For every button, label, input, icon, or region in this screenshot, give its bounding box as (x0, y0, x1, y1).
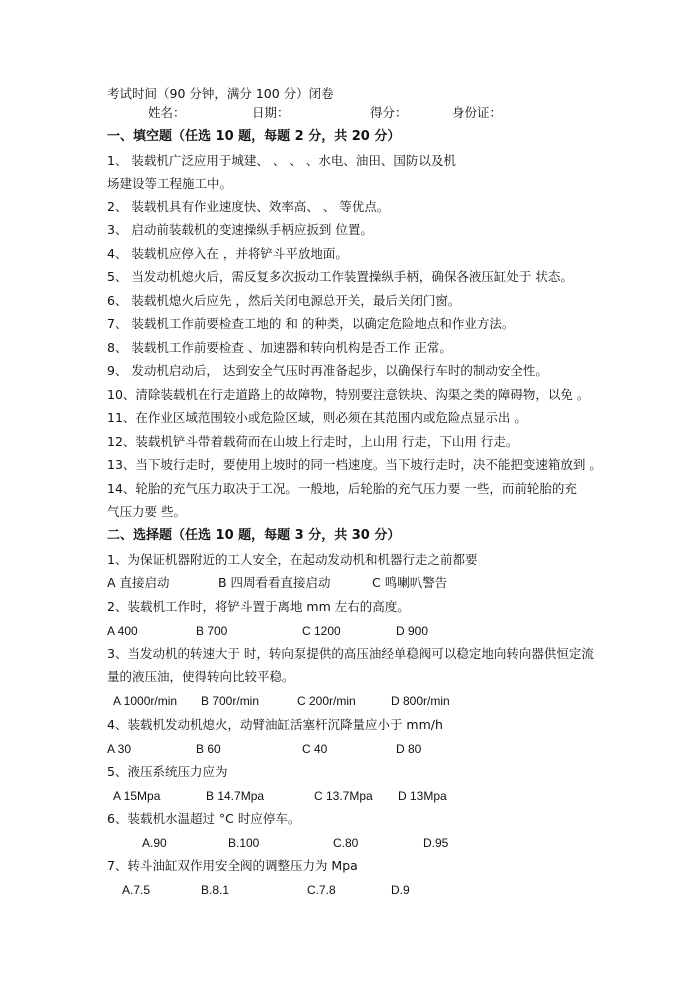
option-d: D.9 (391, 883, 410, 897)
question-text: 量的液压油，使得转向比较平稳。 (107, 669, 295, 684)
option-b: B 60 (196, 742, 221, 756)
fill-line: 13、当下坡行走时，要使用上坡时的同一档速度。当下坡行走时，决不能把变速箱放到 。 (107, 457, 602, 472)
option-b: B 700r/min (201, 694, 260, 708)
option-a: A 直接启动 (107, 575, 170, 590)
field-score: 得分： (370, 105, 408, 120)
fill-line: 10、清除装载机在行走道路上的故障物，特别要注意铁块、沟渠之类的障碍物，以免 。 (107, 387, 590, 402)
fill-line: 3、 启动前装载机的变速操纵手柄应扳到 位置。 (107, 222, 373, 237)
option-a: A.7.5 (122, 883, 151, 897)
fill-line: 12、装载机铲斗带着载荷而在山坡上行走时，上山用 行走，下山用 行走。 (107, 434, 519, 449)
option-a: A 15Mpa (113, 789, 161, 803)
fill-line: 9、 发动机启动后， 达到安全气压时再准备起步，以确保行车时的制动安全性。 (107, 363, 548, 378)
fill-line: 4、 装载机应停入在 ，并将铲斗平放地面。 (107, 246, 348, 261)
option-d: D 800r/min (391, 694, 450, 708)
option-c: C 13.7Mpa (314, 789, 373, 803)
question-text: 1、为保证机器附近的工人安全，在起动发动机和机器行走之前都要 (107, 552, 478, 567)
question-text: 7、转斗油缸双作用安全阀的调整压力为 Mpa (107, 858, 358, 873)
option-c: C.80 (333, 836, 359, 850)
fill-line: 2、 装载机具有作业速度快、效率高、 、 等优点。 (107, 199, 390, 214)
option-c: C.7.8 (307, 883, 336, 897)
option-c: C 200r/min (297, 694, 356, 708)
option-a: A.90 (142, 836, 167, 850)
question-text: 2、装载机工作时，将铲斗置于离地 mm 左右的高度。 (107, 599, 410, 614)
option-d: D 900 (396, 624, 429, 638)
fill-line: 5、 当发动机熄火后，需反复多次扳动工作装置操纵手柄，确保各液压缸处于 状态。 (107, 269, 573, 284)
question-text: 4、装载机发动机熄火，动臂油缸活塞杆沉降量应小于 mm/h (107, 717, 443, 732)
field-id: 身份证： (452, 105, 503, 120)
option-d: D 13Mpa (398, 789, 447, 803)
option-d: D 80 (396, 742, 422, 756)
fill-line: 1、 装载机广泛应用于城建、 、 、 、水电、油田、国防以及机 (107, 153, 456, 168)
question-text: 5、液压系统压力应为 (107, 764, 228, 779)
option-b: B.8.1 (201, 883, 230, 897)
section1-title: 一、填空题（任选 10 题，每题 2 分，共 20 分） (107, 129, 401, 144)
exam-info: 考试时间（90 分钟，满分 100 分）闭卷 (107, 86, 334, 101)
fill-line: 7、 装载机工作前要检查工地的 和 的种类，以确定危险地点和作业方法。 (107, 316, 515, 331)
option-b: B.100 (228, 836, 260, 850)
option-c: C 鸣喇叭警告 (372, 575, 448, 590)
option-a: A 30 (107, 742, 132, 756)
fill-line: 14、轮胎的充气压力取决于工况。一般地，后轮胎的充气压力要 一些，而前轮胎的充 (107, 481, 577, 496)
fill-line: 11、在作业区域范围较小或危险区域，则必须在其范围内或危险点显示出 。 (107, 410, 527, 425)
question-text: 6、装载机水温超过 °C 时应停车。 (107, 811, 301, 826)
option-d: D.95 (423, 836, 449, 850)
option-c: C 40 (302, 742, 328, 756)
field-date: 日期： (252, 105, 290, 120)
fill-line: 8、 装载机工作前要检查 、加速器和转向机构是否工作 正常。 (107, 340, 452, 355)
option-a: A 400 (107, 624, 138, 638)
field-name: 姓名： (148, 105, 186, 120)
section2-title: 二、选择题（任选 10 题，每题 3 分，共 30 分） (107, 528, 401, 543)
option-b: B 700 (196, 624, 228, 638)
option-a: A 1000r/min (113, 694, 178, 708)
option-c: C 1200 (302, 624, 341, 638)
fill-line: 气压力要 些。 (107, 504, 186, 519)
question-text: 3、当发动机的转速大于 时，转向泵提供的高压油经单稳阀可以稳定地向转向器供恒定流 (107, 646, 594, 661)
fill-line: 场建设等工程施工中。 (107, 176, 233, 191)
option-b: B 四周看看直接启动 (218, 575, 331, 590)
fill-line: 6、 装载机熄火后应先 ，然后关闭电源总开关，最后关闭门窗。 (107, 293, 461, 308)
option-b: B 14.7Mpa (206, 789, 265, 803)
